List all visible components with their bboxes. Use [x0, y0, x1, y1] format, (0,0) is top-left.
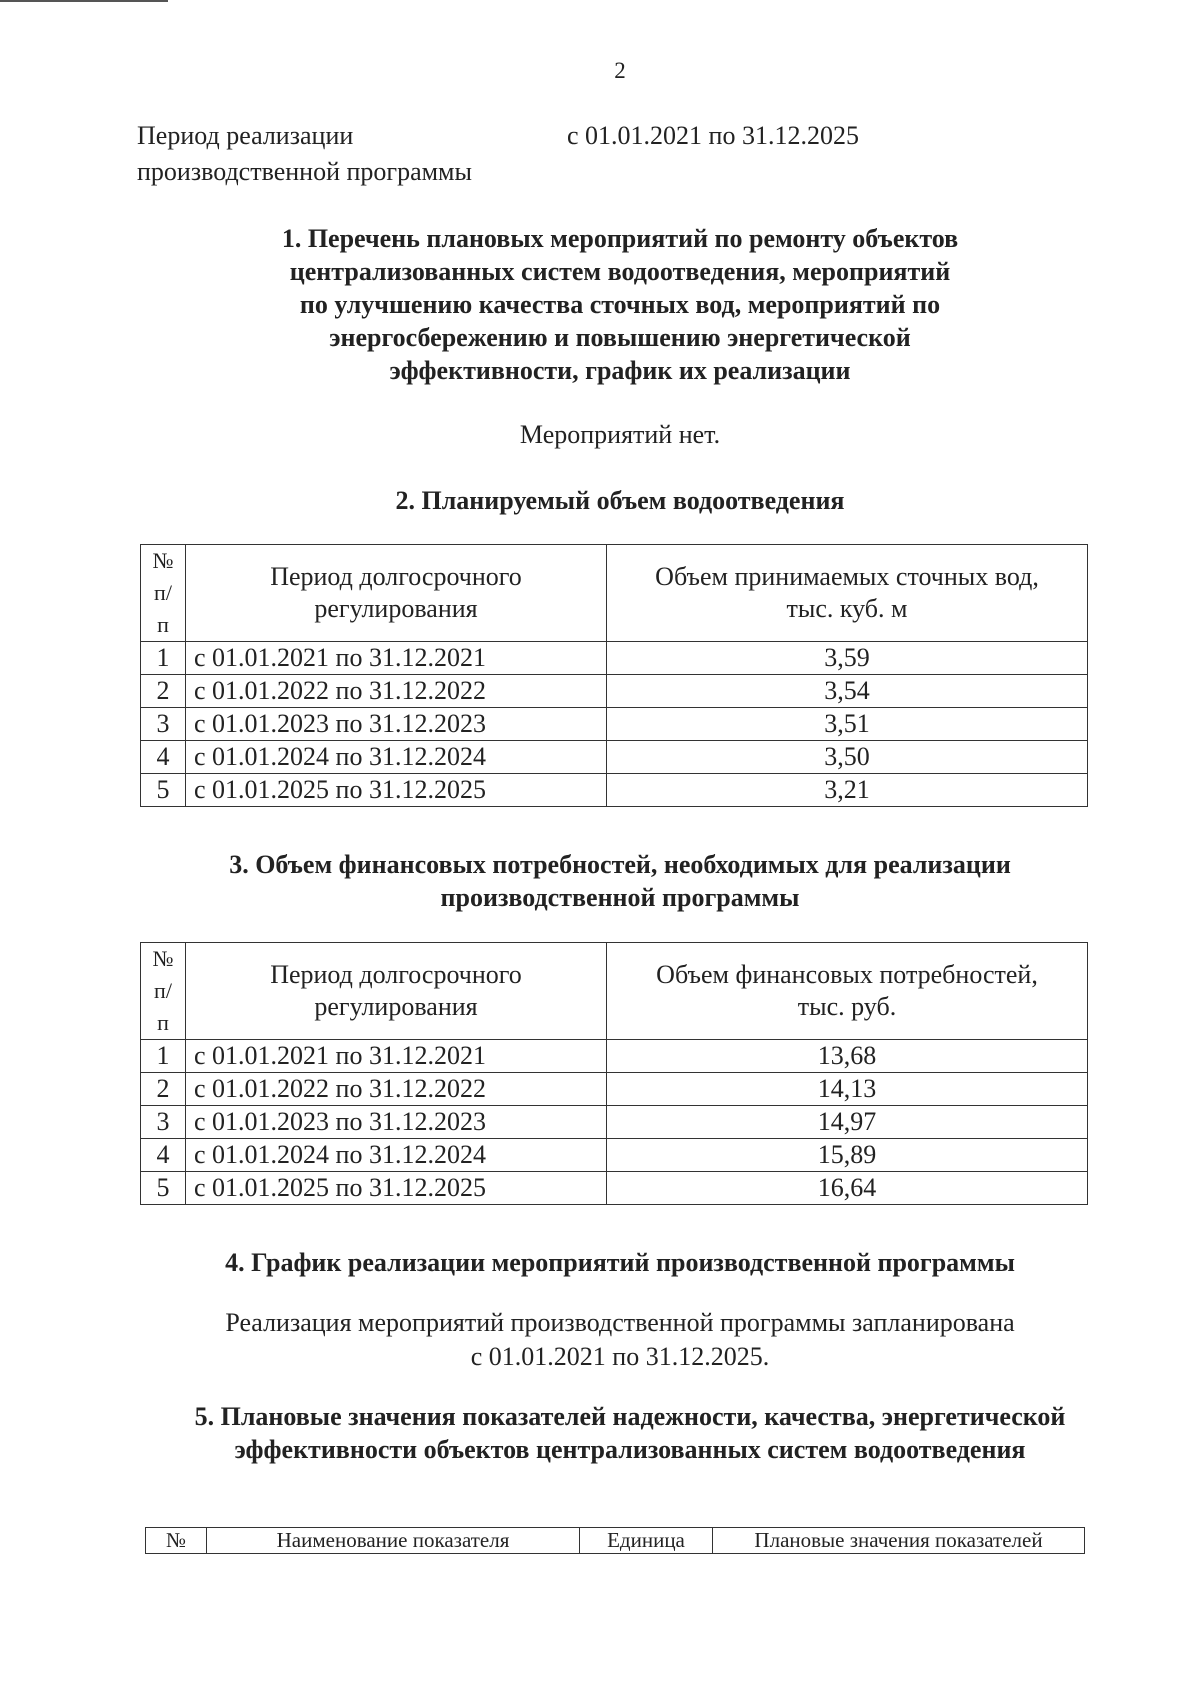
- page-number: 2: [614, 58, 626, 83]
- header-line: регулирования: [314, 594, 478, 623]
- header-line: Период долгосрочного: [270, 562, 522, 591]
- period-label: [137, 118, 567, 190]
- header-line: Период долгосрочного: [270, 960, 522, 989]
- table-row: [141, 675, 1088, 708]
- table-row: [141, 741, 1088, 774]
- row-number: 1: [141, 642, 186, 675]
- row-period: с 01.01.2022 по 31.12.2022: [186, 1073, 607, 1106]
- scan-corner-mark: [0, 0, 168, 2]
- col-header-volume: [607, 545, 1088, 642]
- section5-heading: [150, 1400, 1110, 1466]
- heading-line: 5. Плановые значения показателей надежности, качества, энергетической: [194, 1402, 1066, 1431]
- program-period: [137, 118, 859, 190]
- text-line: с 01.01.2021 по 31.12.2025.: [470, 1342, 770, 1371]
- row-period: с 01.01.2023 по 31.12.2023: [186, 1106, 607, 1139]
- row-number: 3: [141, 1106, 186, 1139]
- col-header-num: №: [146, 1528, 207, 1554]
- header-line: №: [152, 946, 174, 971]
- row-period: с 01.01.2025 по 31.12.2025: [186, 1172, 607, 1205]
- row-number: 3: [141, 708, 186, 741]
- table-row: [141, 642, 1088, 675]
- text-line: Реализация мероприятий производственной программы запланирована: [225, 1308, 1015, 1337]
- row-period: с 01.01.2024 по 31.12.2024: [186, 1139, 607, 1172]
- table-row: [141, 1172, 1088, 1205]
- heading-line: эффективности объектов централизованных систем водоотведения: [234, 1435, 1026, 1464]
- col-header-num: [141, 545, 186, 642]
- col-header-unit: Единица: [580, 1528, 713, 1554]
- row-volume: 3,50: [607, 741, 1088, 774]
- row-finance: 16,64: [607, 1172, 1088, 1205]
- col-header-finance: [607, 943, 1088, 1040]
- header-line: тыс. руб.: [797, 992, 897, 1021]
- header-line: регулирования: [314, 992, 478, 1021]
- row-number: 2: [141, 1073, 186, 1106]
- table-header-row: [146, 1528, 1085, 1554]
- heading-line: 3. Объем финансовых потребностей, необходимых для реализации: [229, 850, 1011, 879]
- row-period: с 01.01.2021 по 31.12.2021: [186, 1040, 607, 1073]
- row-number: 5: [141, 1172, 186, 1205]
- col-header-num: [141, 943, 186, 1040]
- header-line: Объем принимаемых сточных вод,: [655, 562, 1039, 591]
- indicators-table: [145, 1527, 1085, 1554]
- section1-note: Мероприятий нет.: [519, 420, 721, 449]
- header-line: п: [157, 612, 169, 637]
- row-finance: 14,13: [607, 1073, 1088, 1106]
- row-period: с 01.01.2025 по 31.12.2025: [186, 774, 607, 807]
- table-header-row: [141, 943, 1088, 1040]
- row-period: с 01.01.2024 по 31.12.2024: [186, 741, 607, 774]
- section4-text: [140, 1306, 1100, 1374]
- row-volume: 3,54: [607, 675, 1088, 708]
- header-line: Объем финансовых потребностей,: [656, 960, 1038, 989]
- period-label-line: производственной программы: [137, 157, 472, 186]
- heading-line: по улучшению качества сточных вод, мероприятий по: [299, 290, 941, 319]
- period-label-line: Период реализации: [137, 121, 354, 150]
- financial-needs-table: [140, 942, 1088, 1205]
- row-number: 4: [141, 741, 186, 774]
- row-number: 5: [141, 774, 186, 807]
- row-number: 1: [141, 1040, 186, 1073]
- section4-heading: 4. График реализации мероприятий производственной программы: [225, 1248, 1015, 1277]
- header-line: п/: [154, 580, 172, 605]
- wastewater-volume-table: [140, 544, 1088, 807]
- heading-line: централизованных систем водоотведения, мероприятий: [289, 257, 951, 286]
- row-volume: 3,51: [607, 708, 1088, 741]
- col-header-values: Плановые значения показателей: [713, 1528, 1085, 1554]
- row-number: 4: [141, 1139, 186, 1172]
- table-row: [141, 774, 1088, 807]
- row-finance: 14,97: [607, 1106, 1088, 1139]
- heading-line: эффективности, график их реализации: [389, 356, 851, 385]
- row-period: с 01.01.2021 по 31.12.2021: [186, 642, 607, 675]
- section3-heading: [140, 848, 1100, 914]
- table-row: [141, 1040, 1088, 1073]
- row-period: с 01.01.2023 по 31.12.2023: [186, 708, 607, 741]
- header-line: п/: [154, 978, 172, 1003]
- heading-line: производственной программы: [440, 883, 800, 912]
- heading-line: 1. Перечень плановых мероприятий по ремонту объектов: [281, 224, 959, 253]
- header-line: №: [152, 548, 174, 573]
- row-period: с 01.01.2022 по 31.12.2022: [186, 675, 607, 708]
- period-value: с 01.01.2021 по 31.12.2025: [567, 121, 859, 150]
- row-number: 2: [141, 675, 186, 708]
- header-line: тыс. куб. м: [786, 594, 908, 623]
- col-header-name: Наименование показателя: [207, 1528, 580, 1554]
- col-header-period: [186, 943, 607, 1040]
- table-row: [141, 1106, 1088, 1139]
- table-row: [141, 708, 1088, 741]
- table-row: [141, 1073, 1088, 1106]
- row-finance: 15,89: [607, 1139, 1088, 1172]
- section1-heading: [140, 222, 1100, 387]
- row-volume: 3,21: [607, 774, 1088, 807]
- heading-line: энергосбережению и повышению энергетической: [329, 323, 911, 352]
- row-volume: 3,59: [607, 642, 1088, 675]
- row-finance: 13,68: [607, 1040, 1088, 1073]
- table-row: [141, 1139, 1088, 1172]
- table-header-row: [141, 545, 1088, 642]
- header-line: п: [157, 1010, 169, 1035]
- col-header-period: [186, 545, 607, 642]
- section2-heading: 2. Планируемый объем водоотведения: [395, 486, 845, 515]
